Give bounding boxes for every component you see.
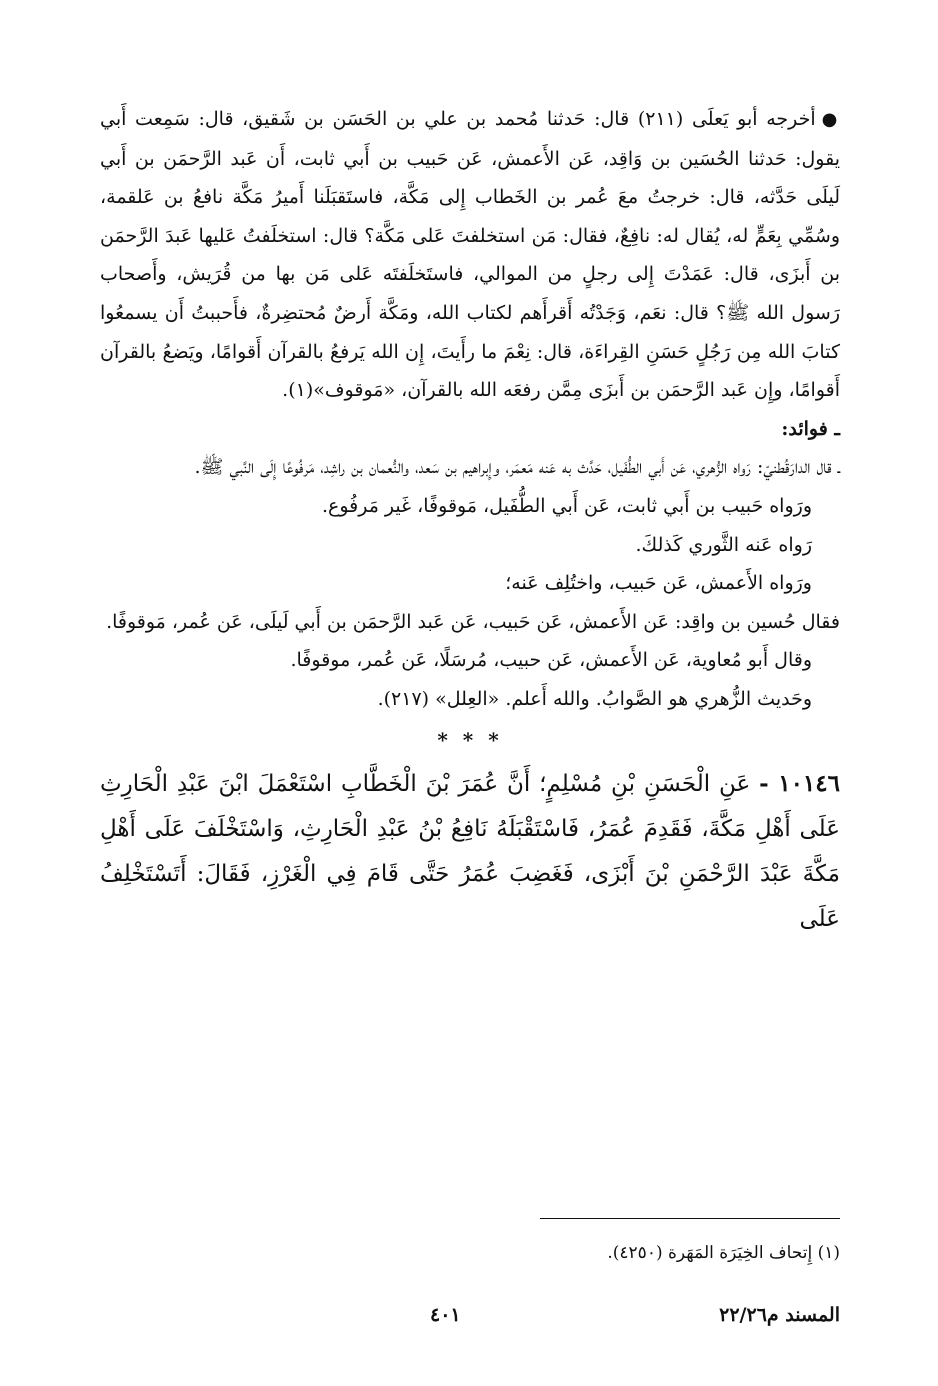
book-page	[100, 100, 840, 1350]
section-separator: * * *	[437, 727, 503, 752]
footnote: (١) إِتحاف الخِيَرَة المَهَرة (٤٢٥٠).	[607, 1243, 840, 1263]
takhrij-text: أخرجه أبو يَعلَى (٢١١) قال: حَدثنا مُحمد بن علي بن الحَسَن بن شَقيق، قال: سَمِعت أَبي يقول: حَدثنا الحُسَين بن وَاقِد، عَن الأَعمش، عَن حَبيب بن أَبي ثابت، أَن عَبد الرَّحمَن بن أَبي لَيلَى حَدَّثه، قال: خرجتُ معَ عُمر بن الخَطاب إِلى مَكَّة، فاستَقبَلَنا أَميرُ مَكَّة نافعُ بن عَلقمة، وسُمِّي بِعَمٍّ له، يُقال له: نافِعٌ، فقال: مَن استخلفتَ عَلى مَكَّة؟ قال: استخلَفتُ عَليها عَبدَ الرَّحمَن بن أَبزَى، قال: عَمَدْتَ إِلى رجلٍ من الموالي، فاستَخلَفتَه عَلى مَن بها من قُرَيش، وأَصحاب رَسول الله ﷺ؟ قال: نعَم، وَجَدْتُه أَقرأَهم لكتاب الله، ومَكَّة أَرضٌ مُحتضِرةٌ، فأَحببتُ أَن يسمعُوا كتابَ الله مِن رَجُلٍ حَسَنِ القِراءَة، قال: نِعْمَ ما رأَيتَ، إِن الله يَرفعُ بالقرآن أَقوامًا، ويَضعُ بالقرآن أَقوامًا، وإِن عَبد الرَّحمَن بن أَبزَى مِمَّن رفعَه الله بالقرآن، «مَوقوف»(١).	[100, 108, 840, 402]
page-number: ٤٠١	[430, 1304, 461, 1326]
fawaid-thawri-line: رَواه عَنه الثَّوري كَذلكَ.	[635, 533, 812, 556]
fawaid-amash-line: ورَواه الأَعمش، عَن حَبيب، واختُلِف عَنه؛	[505, 572, 812, 595]
page-footer	[100, 1298, 840, 1332]
takhrij-section	[100, 100, 840, 719]
fawaid-daraqutni-paragraph: ـ قال الدارَقُطنيّ: رَواه الزُّهري، عَن أَبي الطُّفَيل، حَدَّث به عَنه مَعمَر، وإِبراهيم بن سَعد، والنُّعمان بن راشِد، مَرفُوعًا إِلَى النَّبي ﷺ.	[194, 456, 840, 479]
hadith-number: ١٠١٤٦ -	[759, 769, 840, 797]
takhrij-paragraph	[100, 100, 840, 410]
bullet-icon: ●	[821, 109, 840, 130]
volume-signature: المسند م٢٢/٢٦	[719, 1304, 840, 1326]
fawaid-husain-paragraph: فقال حُسين بن واقِد: عَن الأَعمش، عَن حَبيب، عَن عَبد الرَّحمَن بن أَبي لَيلَى، عَن عُمر، مَوقوفًا.	[106, 610, 840, 633]
fawaid-habib-line: ورَواه حَبيب بن أَبي ثابت، عَن أَبي الطُّفَيل، مَوقوفًا، غَير مَرفُوع.	[321, 494, 812, 517]
fawaid-zuhri-line: وحَديث الزُّهري هو الصَّوابُ. والله أَعلم. «العِلل» (٢١٧).	[377, 687, 812, 710]
fawaid-heading: ـ فوائد:	[781, 417, 840, 440]
fawaid-muawiya-line: وقال أَبو مُعاوية، عَن الأَعمش، عَن حبيب، مُرسَلًا، عَن عُمر، موقوفًا.	[290, 649, 812, 672]
hadith-text: عَنِ الْحَسَنِ بْنِ مُسْلِمٍ؛ أَنَّ عُمَرَ بْنَ الْخَطَّابِ اسْتَعْمَلَ ابْنَ عَبْدِ الْحَارِثِ عَلَى أَهْلِ مَكَّةَ، فَقَدِمَ عُمَرُ، فَاسْتَقْبَلَهُ نَافِعُ بْنُ عَبْدِ الْحَارِثِ، وَاسْتَخْلَفَ عَلَى أَهْلِ مَكَّةَ عَبْدَ الرَّحْمَنِ بْنَ أَبْزَى، فَغَضِبَ عُمَرُ حَتَّى قَامَ فِي الْغَرْزِ، فَقَالَ: أَتَسْتَخْلِفُ عَلَى	[100, 770, 840, 932]
footnote-divider	[540, 1218, 840, 1219]
hadith-paragraph	[100, 761, 840, 942]
